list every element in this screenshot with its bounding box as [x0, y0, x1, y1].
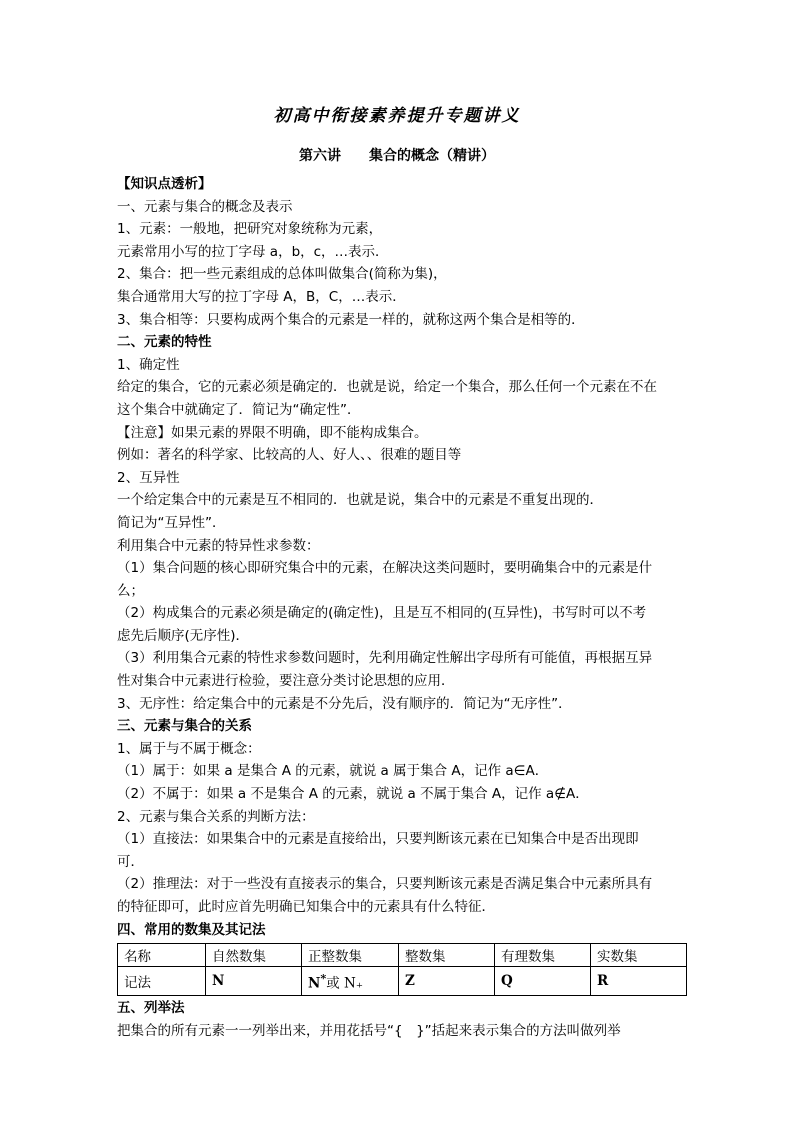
text-line: （2）推理法：对于一些没有直接表示的集合，只要判断该元素是否满足集合中元素所具有	[117, 876, 653, 893]
table-header-cell: 有理数集	[495, 944, 591, 967]
document-title: 初高中衔接素养提升专题讲义	[273, 106, 521, 126]
symbol-base: Z	[405, 973, 415, 990]
lecture-topic: 集合的概念（精讲）	[369, 148, 495, 164]
text-line: 一个给定集合中的元素是互不相同的．也就是说，集合中的元素是不重复出现的．	[117, 492, 603, 509]
lecture-body	[117, 173, 684, 1042]
positive-integers-symbol	[302, 967, 399, 996]
text-line: 性对集合中元素进行检验，要注意分类讨论思想的应用．	[117, 673, 455, 690]
text-line: 2、互异性	[117, 469, 180, 486]
text-line: 1、确定性	[117, 356, 180, 373]
text-line: 简记为“互异性”．	[117, 514, 226, 531]
number-sets-table	[117, 943, 687, 996]
text-line: 1、属于与不属于概念：	[117, 740, 261, 757]
text-line: 把集合的所有元素一一列举出来，并用花括号“{ }”括起来表示集合的方法叫做列举	[117, 1022, 621, 1039]
text-line: 么；	[117, 582, 144, 599]
table-header-cell: 自然数集	[206, 944, 302, 967]
text-line: （1）直接法：如果集合中的元素是直接给出，只要判断该元素在已知集合中是否出现即	[117, 831, 639, 848]
text-line: 【注意】如果元素的界限不明确，即不能构成集合。	[117, 424, 428, 441]
reals-symbol	[591, 967, 687, 996]
text-line: （2）构成集合的元素必须是确定的(确定性)，且是互不相同的(互异性)，书写时可以不考	[117, 605, 647, 622]
text-line: 3、无序性：给定集合中的元素是不分先后，没有顺序的．简记为“无序性”．	[117, 695, 572, 712]
rationals-symbol	[495, 967, 591, 996]
body-text-after-table	[117, 997, 684, 1042]
text-line: 2、集合：把一些元素组成的总体叫做集合(简称为集)，	[117, 266, 447, 283]
text-line: 一、元素与集合的概念及表示	[117, 198, 293, 215]
symbol-base: N	[308, 975, 321, 992]
section-heading: 五、列举法	[117, 1000, 185, 1017]
text-line: 例如：著名的科学家、比较高的人、好人、、很难的题目等	[117, 447, 462, 464]
text-line: 这个集合中就确定了．简记为“确定性”．	[117, 401, 361, 418]
section-heading: 【知识点透析】	[117, 176, 212, 192]
text-line: （2）不属于：如果 a 不是集合 A 的元素，就说 a 不属于集合 A，记作 a∉A．	[117, 786, 589, 803]
lecture-number: 第六讲	[299, 148, 341, 164]
text-line: 虑先后顺序(无序性)．	[117, 627, 250, 644]
text-line: 3、集合相等：只要构成两个集合的元素是一样的，就称这两个集合是相等的．	[117, 311, 585, 328]
text-line: 2、元素与集合关系的判断方法：	[117, 808, 315, 825]
body-text	[117, 173, 684, 941]
lecture-subtitle	[0, 145, 794, 165]
text-line: （1）属于：如果 a 是集合 A 的元素，就说 a 属于集合 A，记作 a∈A．	[117, 763, 549, 780]
symbol-base: R	[597, 973, 609, 990]
section-heading: 四、常用的数集及其记法	[117, 921, 266, 938]
section-heading: 二、元素的特性	[117, 334, 212, 351]
symbol-base: N	[212, 973, 225, 990]
text-line: 的特征即可，此时应首先明确已知集合中的元素具有什么特征．	[117, 899, 495, 915]
text-line: 可．	[117, 853, 144, 870]
number-sets-table-wrap	[117, 943, 684, 996]
text-line: （1）集合问题的核心即研究集合中的元素，在解决这类问题时，要明确集合中的元素是什	[117, 560, 653, 577]
table-header-row	[118, 944, 687, 967]
table-header-cell: 实数集	[591, 944, 687, 967]
table-symbol-row	[118, 967, 687, 996]
table-header-cell: 名称	[118, 944, 206, 967]
symbol-superscript: *	[320, 970, 327, 985]
table-header-cell: 正整数集	[302, 944, 399, 967]
text-line: 元素常用小写的拉丁字母 a，b，c，…表示．	[117, 243, 389, 260]
text-line: 给定的集合，它的元素必须是确定的．也就是说，给定一个集合，那么任何一个元素在不在	[117, 379, 657, 396]
table-header-cell: 整数集	[399, 944, 495, 967]
text-line: 利用集合中元素的特异性求参数：	[117, 537, 320, 554]
integers-symbol	[399, 967, 495, 996]
section-heading: 三、元素与集合的关系	[117, 718, 252, 735]
text-line: 1、元素：一般地，把研究对象统称为元素，	[117, 221, 383, 238]
symbol-alternate: 或 N₊	[326, 975, 363, 992]
natural-numbers-symbol	[206, 967, 302, 996]
text-line: （3）利用集合元素的特性求参数问题时，先利用确定性解出字母所有可能值，再根据互异	[117, 650, 653, 667]
text-line: 集合通常用大写的拉丁字母 A，B，C，…表示．	[117, 288, 406, 305]
table-row-label: 记法	[118, 967, 206, 996]
symbol-base: Q	[501, 973, 513, 990]
